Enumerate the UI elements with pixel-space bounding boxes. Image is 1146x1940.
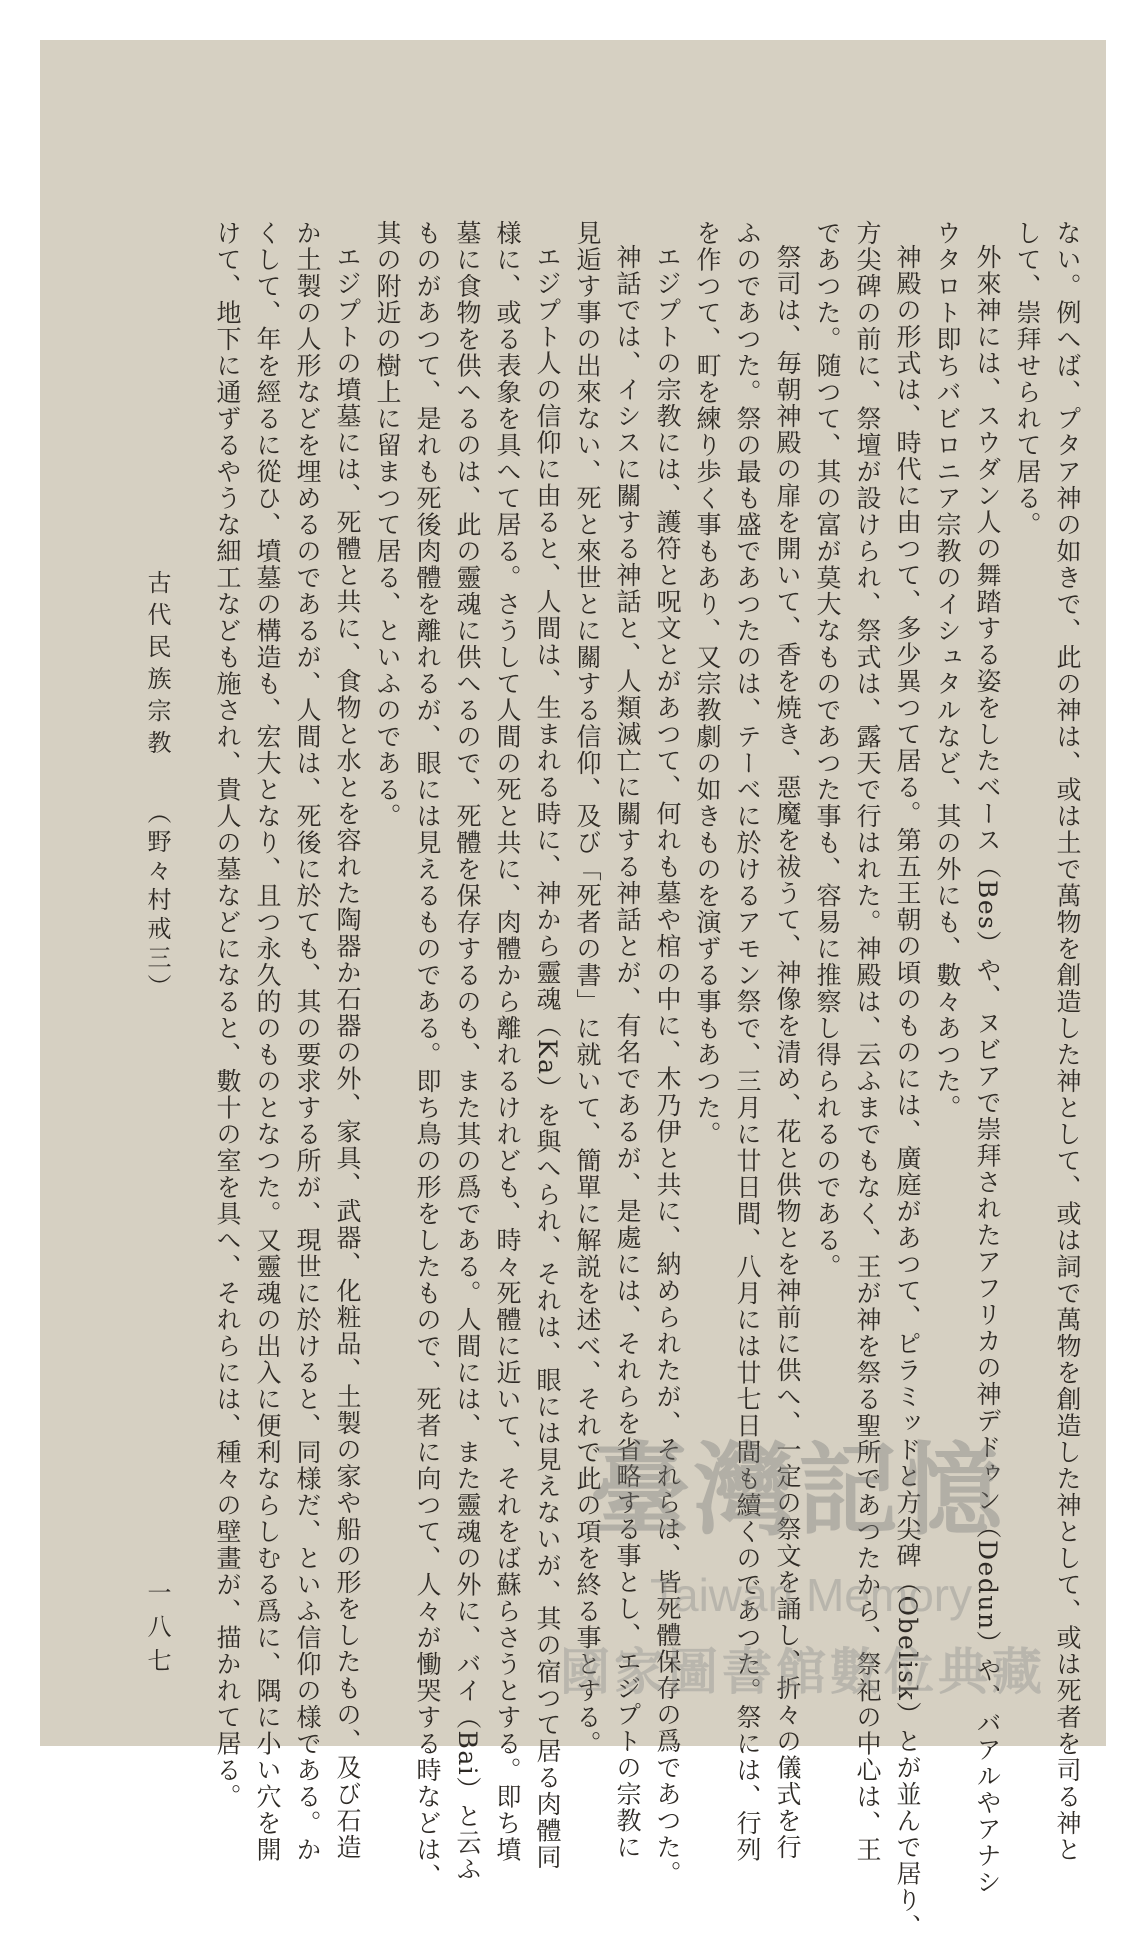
text-column: けて、地下に通ずるやうな細工なども施され、貴人の墓などになると、數十の室を具へ、それらには、種々の壁畫が、描かれて居る。 xyxy=(213,220,242,1810)
text-column: ものがあつて、是れも死後肉體を離れるが、眼には見えるものである。即ち鳥の形をしたもので、死者に向つて、人々が慟哭する時などは、 xyxy=(413,220,442,1890)
watermark-chinese: 臺灣記憶 xyxy=(590,1431,1006,1549)
text-column: 神殿の形式は、時代に由つて、多少異つて居る。第五王朝の頃のものには、廣庭があつて、ピラミッドと方尖碑（Obelisk）とが並んで居り、 xyxy=(893,244,922,1940)
text-column: エジプト人の信仰に由ると、人間は、生まれる時に、神から靈魂（Ka）を與へられ、それは、眼には見えないが、其の宿つて居る肉體同 xyxy=(533,244,562,1871)
author-name: （野々村戒三） xyxy=(143,800,171,1003)
library-watermark xyxy=(560,1410,1100,1740)
text-column: を作つて、町を練り歩く事もあり、又宗教劇の如きものを演ずる事もあつた。 xyxy=(693,220,722,1148)
text-column: 方尖碑の前に、祭壇が設けられ、祭式は、露天で行はれた。神殿は、云ふまでもなく、王が神を祭る聖所であつたから、祭祀の中心は、王 xyxy=(853,220,882,1863)
text-column: 祭司は、毎朝神殿の扉を開いて、香を焼き、惡魔を祓うて、神像を清め、花と供物とを神前に供へ、一定の祭文を誦し、折々の儀式を行 xyxy=(773,244,802,1861)
page-number: 一八七 xyxy=(143,1580,171,1682)
text-column: 様に、或る表象を具へて居る。さうして人間の死と共に、肉體から離れるけれども、時々死體に近いて、それをば蘇らさうとする。即ち墳 xyxy=(493,220,522,1863)
text-column: エジプトの宗教には、護符と呪文とがあつて、何れも墓や棺の中に、木乃伊と共に、納められたが、それらは、皆死體保存の爲であつた。 xyxy=(653,244,682,1887)
text-column: であつた。随つて、其の富が莫大なものであつた事も、容易に推察し得られるのである。 xyxy=(813,220,842,1280)
text-column: 見逅す事の出來ない、死と來世とに關する信仰、及び「死者の書」に就いて、簡單に解説を述べ、それで此の項を終る事とする。 xyxy=(573,220,602,1757)
text-column: 其の附近の樹上に留まつて居る、といふのである。 xyxy=(373,220,402,830)
text-column: ウタロト即ちバビロニア宗教のイシュタルなど、其の外にも、數々あつた。 xyxy=(933,220,962,1121)
text-column: 墓に食物を供へるのは、此の靈魂に供へるので、死體を保存するのも、また其の爲である。人間には、また靈魂の外に、バイ（Bai）と云ふ xyxy=(453,220,482,1883)
text-column: エジプトの墳墓には、死體と共に、食物と水とを容れた陶器か石器の外、家具、武器、化粧品、土製の家や船の形をしたもの、及び石造 xyxy=(333,244,362,1861)
text-column: 神話では、イシスに關する神話と、人類滅亡に關する神話とが、有名であるが、是處には、それらを省略する事とし、エジプトの宗教に xyxy=(613,244,642,1861)
text-column: ふのであつた。祭の最も盛であつたのは、テーベに於けるアモン祭で、三月に廿日間、八月には廿七日間も續くのであつた。祭には、行列 xyxy=(733,220,762,1863)
watermark-subtitle: 國家圖書館數位典藏 xyxy=(560,1643,1046,1701)
text-column: か土製の人形などを埋めるのであるが、人間は、死後に於ても、其の要求する所が、現世に於けると、同様だ、といふ信仰の様である。か xyxy=(293,220,322,1863)
text-column: 外來神には、スウダン人の舞踏する姿をしたベース（Bes）や、ヌビアで崇拜されたアフリカの神デドゥン（Dedun）や、バアルやアナシ xyxy=(973,244,1002,1896)
book-page xyxy=(40,40,1106,1940)
running-title: 古代民族宗教 xyxy=(143,570,171,762)
text-column: ない。例へば、プタア神の如きで、此の神は、或は土で萬物を創造した神として、或は詞で萬物を創造した神として、或は死者を司る神と xyxy=(1053,220,1082,1863)
text-column: して、崇拜せられて居る。 xyxy=(1013,220,1042,538)
text-column: くして、年を經るに從ひ、墳墓の構造も、宏大となり、且つ永久的のものとなつた。又靈魂の出入に便利ならしむる爲に、隅に小い穴を開 xyxy=(253,220,282,1863)
watermark-english: Taiwan Memory xyxy=(650,1569,973,1621)
